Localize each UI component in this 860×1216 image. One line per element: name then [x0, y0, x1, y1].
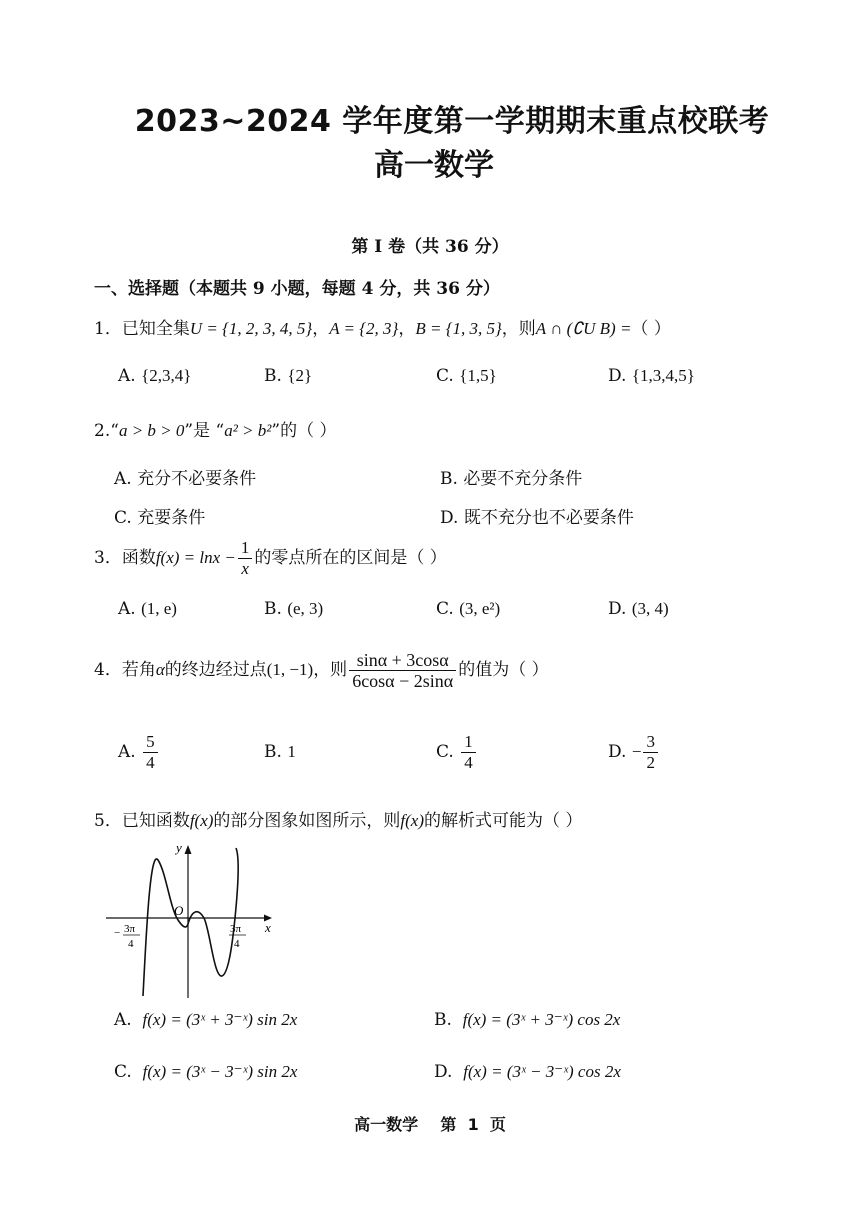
- y-axis-arrow-icon: [185, 845, 192, 854]
- math-fraction: $\frac{\sin\alpha + 3\cos\alpha}{6\cos\alpha - 2\sin\alpha}$: [349, 650, 456, 691]
- function-graph: [100, 838, 280, 1008]
- math-condition: a² > b²: [224, 421, 272, 440]
- option-c: C. {1,5}: [436, 366, 497, 386]
- y-axis-label: y: [176, 840, 182, 855]
- question-4: 4．若角α的终边经过点(1, −1)，则 $\frac{\sin\alpha + 3\cos\alpha}{6\cos\alpha - 2\sin\alpha}$ 的值为（ ）: [94, 650, 549, 691]
- option-b: B. f(x) = (3ˣ + 3⁻ˣ) cos 2x: [434, 1010, 621, 1030]
- question-2: 2.“a > b > 0”是 “a² > b²”的（ ）: [94, 421, 337, 441]
- math-set-a: A = {2, 3}: [329, 319, 399, 338]
- option-d: D. {1,3,4,5}: [608, 366, 695, 386]
- function-curve: [143, 848, 238, 996]
- question-number: 2.: [94, 421, 111, 441]
- exam-subject: 高一数学: [374, 148, 494, 183]
- option-a: A. {2,3,4}: [118, 366, 192, 386]
- option-c: C. f(x) = (3ˣ − 3⁻ˣ) sin 2x: [114, 1062, 298, 1082]
- option-b: B. 1: [264, 742, 296, 762]
- origin-label: O: [174, 903, 184, 918]
- exam-title: 2023~2024 学年度第一学期期末重点校联考: [134, 104, 770, 139]
- tick-right-numerator: 3π: [230, 923, 242, 935]
- option-d: D. (3, 4): [608, 599, 669, 619]
- punct: ，: [398, 319, 416, 339]
- option-a: A. f(x) = (3ˣ + 3⁻ˣ) sin 2x: [114, 1010, 298, 1030]
- question-number: 3．: [94, 548, 122, 568]
- option-b: B. {2}: [264, 366, 313, 386]
- punct: ，: [312, 319, 330, 339]
- footer-subject: 高一数学: [354, 1115, 419, 1134]
- math-expression: A ∩ (∁U B) =: [535, 319, 632, 338]
- math-function: f(x): [189, 811, 214, 830]
- tick-sign: −: [114, 927, 121, 939]
- footer-page-suffix: 页: [489, 1115, 506, 1134]
- tick-left-numerator: 3π: [124, 923, 136, 935]
- option-d: D. f(x) = (3ˣ − 3⁻ˣ) cos 2x: [434, 1062, 621, 1082]
- question-text: ，则: [501, 319, 536, 339]
- section-heading: 一、选择题（本题共 9 小题，每题 4 分，共 36 分）: [94, 279, 500, 299]
- question-number: 1．: [94, 319, 122, 339]
- footer-page-prefix: 第: [440, 1115, 457, 1134]
- x-axis-label: x: [265, 920, 271, 935]
- option-c: C. $\frac{1}{4}$: [436, 732, 478, 773]
- answer-blank: （ ）: [631, 319, 671, 339]
- question-number: 4．: [94, 660, 122, 680]
- option-d: D. − $\frac{3}{2}$: [608, 732, 660, 773]
- math-set-b: B = {1, 3, 5}: [415, 319, 502, 338]
- math-set-u: U = {1, 2, 3, 4, 5}: [189, 319, 313, 338]
- tick-right-denominator: 4: [234, 938, 240, 950]
- question-text: 已知全集: [121, 319, 190, 339]
- tick-left-denominator: 4: [128, 938, 134, 950]
- option-c: C. 充要条件: [114, 508, 206, 528]
- math-function: f(x): [400, 811, 425, 830]
- option-a: A. 充分不必要条件: [114, 469, 257, 489]
- option-a: A. (1, e): [118, 599, 177, 619]
- page-number: 1: [467, 1115, 479, 1134]
- question-3: 3．函数f(x) = lnx − $\frac{1}{x}$ 的零点所在的区间是（ ）: [94, 538, 447, 578]
- question-1: [94, 314, 671, 339]
- option-a: A. $\frac{5}{4}$: [118, 732, 160, 773]
- volume-heading: 第 I 卷（共 36 分）: [351, 237, 509, 257]
- math-function: f(x) = lnx −: [155, 548, 236, 567]
- math-fraction: $\frac{1}{x}$: [238, 538, 253, 579]
- option-d: D. 既不充分也不必要条件: [440, 508, 634, 528]
- question-5: 5．已知函数f(x)的部分图象如图所示，则f(x)的解析式可能为（ ）: [94, 811, 583, 831]
- math-condition: a > b > 0: [118, 421, 185, 440]
- option-b: B. 必要不充分条件: [440, 469, 583, 489]
- math-alpha: α: [155, 660, 165, 679]
- math-point: (1, −1): [266, 660, 314, 679]
- option-b: B. (e, 3): [264, 599, 324, 619]
- option-c: C. (3, e²): [436, 599, 501, 619]
- question-number: 5．: [94, 811, 122, 831]
- page-footer: [0, 1112, 860, 1135]
